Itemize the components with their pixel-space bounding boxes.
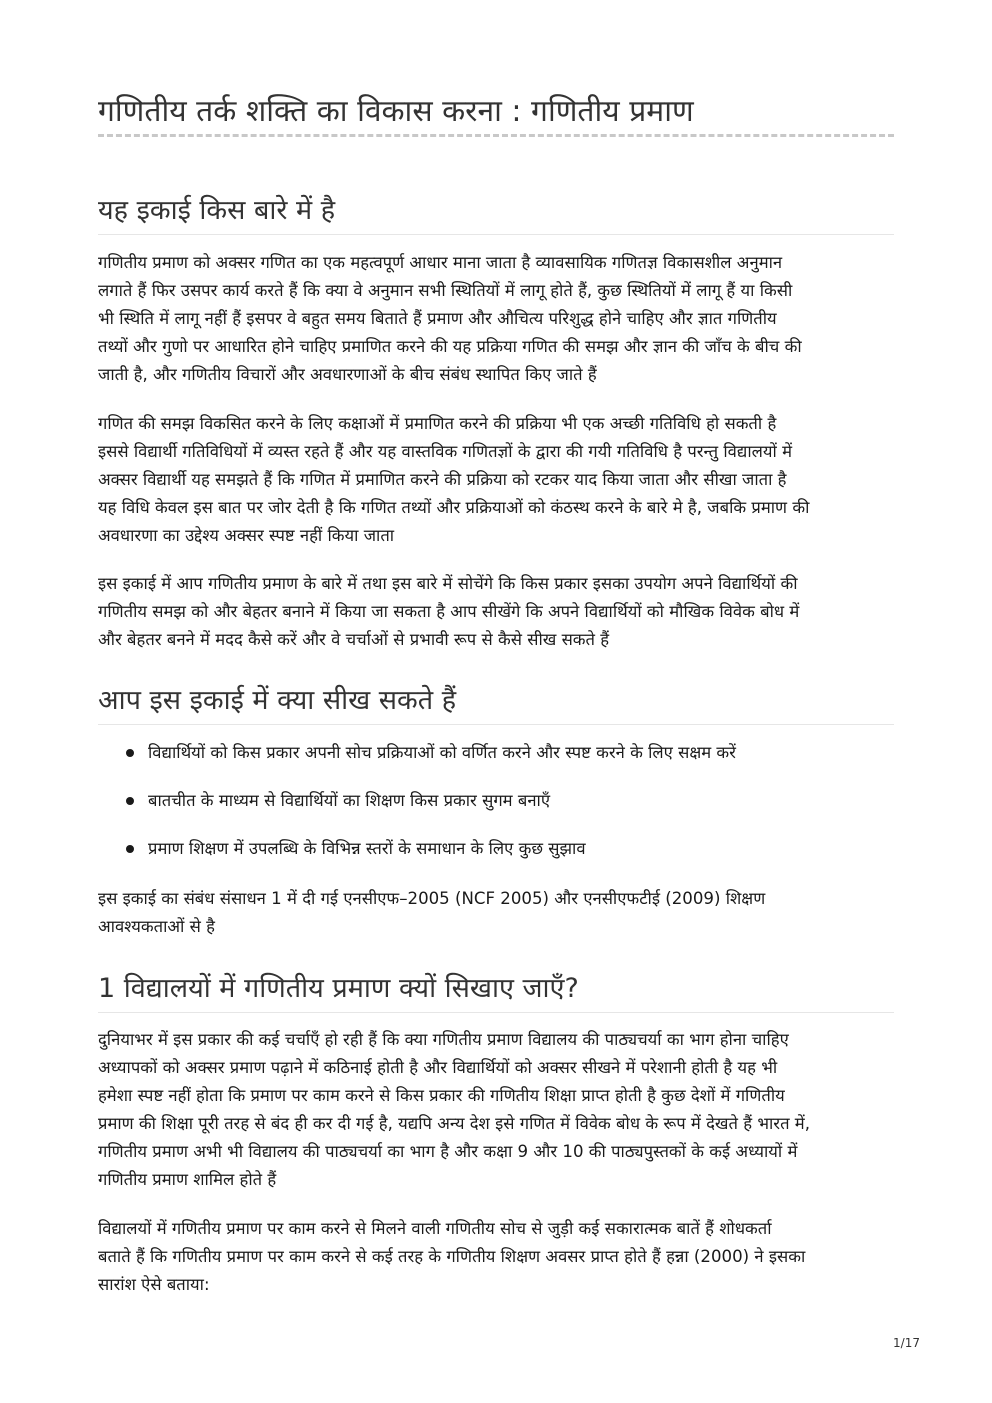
text-line: भी स्थिति में लागू नहीं हैं इसपर वे बहुत समय बिताते हैं प्रमाण और औचित्य परिशुद्ध होने चाहिए और ज्ञात गणितीय	[98, 309, 777, 328]
text-line: दुनियाभर में इस प्रकार की कई चर्चाएँ हो रही हैं कि क्या गणितीय प्रमाण विद्यालय की पाठ्यचर्या का भाग होना चाहिए	[98, 1030, 789, 1049]
section-heading-why: 1 विद्यालयों में गणितीय प्रमाण क्यों सिखाए जाएँ?	[98, 970, 894, 1013]
about-paragraph-1	[98, 249, 894, 389]
text-line: विद्यालयों में गणितीय प्रमाण पर काम करने से मिलने वाली गणितीय सोच से जुड़ी कई सकारात्मक बातें हैं शोधकर्ता	[98, 1219, 772, 1238]
text-line: इससे विद्यार्थी गतिविधियों में व्यस्त रहते हैं और यह वास्तविक गणितज्ञों के द्वारा की गयी गतिविधि है परन्तु विद्यालयों में	[98, 442, 793, 461]
text-line: गणितीय प्रमाण अभी भी विद्यालय की पाठ्यचर्या का भाग है और कक्षा 9 और 10 की पाठ्यपुस्तकों के कई अध्यायों में	[98, 1142, 798, 1161]
text-line: अवधारणा का उद्देश्य अक्सर स्पष्ट नहीं किया जाता	[98, 526, 395, 545]
text-line: हमेशा स्पष्ट नहीं होता कि प्रमाण पर काम करने से किस प्रकार की गणितीय शिक्षा प्राप्त होती है कुछ देशों में गणितीय	[98, 1086, 785, 1105]
text-line: प्रमाण की शिक्षा पूरी तरह से बंद ही कर दी गई है, यद्यपि अन्य देश इसे गणित में विवेक बोध के रूप में देखते हैं भारत में,	[98, 1114, 811, 1133]
text-line: आवश्यकताओं से है	[98, 917, 215, 936]
list-item	[98, 835, 894, 883]
text-line: गणित की समझ विकसित करने के लिए कक्षाओं में प्रमाणित करने की प्रक्रिया भी एक अच्छी गतिविधि हो सकती है	[98, 414, 777, 433]
learning-outcomes-list	[98, 739, 894, 883]
section-heading-about: यह इकाई किस बारे में है	[98, 192, 894, 235]
text-line: जाती है, और गणितीय विचारों और अवधारणाओं के बीच संबंध स्थापित किए जाते हैं	[98, 365, 597, 384]
relation-paragraph	[98, 885, 894, 941]
bullet-icon	[126, 797, 134, 805]
text-line: गणितीय प्रमाण को अक्सर गणित का एक महत्वपूर्ण आधार माना जाता है व्यावसायिक गणितज्ञ विकासशील अनुमान	[98, 253, 783, 272]
bullet-icon	[126, 749, 134, 757]
text-line: इस इकाई का संबंध संसाधन 1 में दी गई एनसीएफ–2005 (NCF 2005) और एनसीएफटीई (2009) शिक्षण	[98, 889, 766, 908]
text-line: तथ्यों और गुणो पर आधारित होने चाहिए प्रमाणित करने की यह प्रक्रिया गणित की समझ और ज्ञान की जाँच के बीच की	[98, 337, 802, 356]
list-item-text: विद्यार्थियों को किस प्रकार अपनी सोच प्रक्रियाओं को वर्णित करने और स्पष्ट करने के लिए सक्षम करें	[148, 743, 736, 762]
list-item-text: प्रमाण शिक्षण में उपलब्धि के विभिन्न स्तरों के समाधान के लिए कुछ सुझाव	[148, 839, 586, 858]
about-paragraph-3	[98, 570, 894, 654]
text-line: लगाते हैं फिर उसपर कार्य करते हैं कि क्या वे अनुमान सभी स्थितियों में लागू होते हैं, कुछ स्थितियों में लागू हैं या किसी	[98, 281, 793, 300]
text-line: गणितीय समझ को और बेहतर बनाने में किया जा सकता है आप सीखेंगे कि अपने विद्यार्थियों को मौखिक विवेक बोध में	[98, 602, 800, 621]
why-paragraph-1	[98, 1026, 894, 1194]
page-number: 1/17	[893, 1336, 920, 1350]
text-line: अक्सर विद्यार्थी यह समझते हैं कि गणित में प्रमाणित करने की प्रक्रिया को रटकर याद किया जाता और सीखा जाता है	[98, 470, 787, 489]
list-item-text: बातचीत के माध्यम से विद्यार्थियों का शिक्षण किस प्रकार सुगम बनाएँ	[148, 791, 551, 810]
text-line: यह विधि केवल इस बात पर जोर देती है कि गणित तथ्यों और प्रक्रियाओं को कंठस्थ करने के बारे मे है, जबकि प्रमाण की	[98, 498, 810, 517]
section-heading-learn: आप इस इकाई में क्या सीख सकते हैं	[98, 682, 894, 725]
text-line: बताते हैं कि गणितीय प्रमाण पर काम करने से कई तरह के गणितीय शिक्षण अवसर प्राप्त होते हैं हन्ना (2000) ने इसका	[98, 1247, 806, 1266]
list-item	[98, 739, 894, 787]
text-line: सारांश ऐसे बताया:	[98, 1275, 210, 1294]
document-title: गणितीय तर्क शक्ति का विकास करना : गणितीय प्रमाण	[98, 94, 694, 129]
list-item	[98, 787, 894, 835]
about-paragraph-2	[98, 410, 894, 550]
text-line: इस इकाई में आप गणितीय प्रमाण के बारे में तथा इस बारे में सोचेंगे कि किस प्रकार इसका उपयोग अपने विद्यार्थियों की	[98, 574, 798, 593]
why-paragraph-2	[98, 1215, 894, 1299]
text-line: गणितीय प्रमाण शामिल होते हैं	[98, 1170, 277, 1189]
bullet-icon	[126, 845, 134, 853]
title-divider	[98, 134, 894, 137]
text-line: और बेहतर बनने में मदद कैसे करें और वे चर्चाओं से प्रभावी रूप से कैसे सीख सकते हैं	[98, 630, 610, 649]
text-line: अध्यापकों को अक्सर प्रमाण पढ़ाने में कठिनाई होती है और विद्यार्थियों को अक्सर सीखने में परेशानी होती है यह भी	[98, 1058, 778, 1077]
